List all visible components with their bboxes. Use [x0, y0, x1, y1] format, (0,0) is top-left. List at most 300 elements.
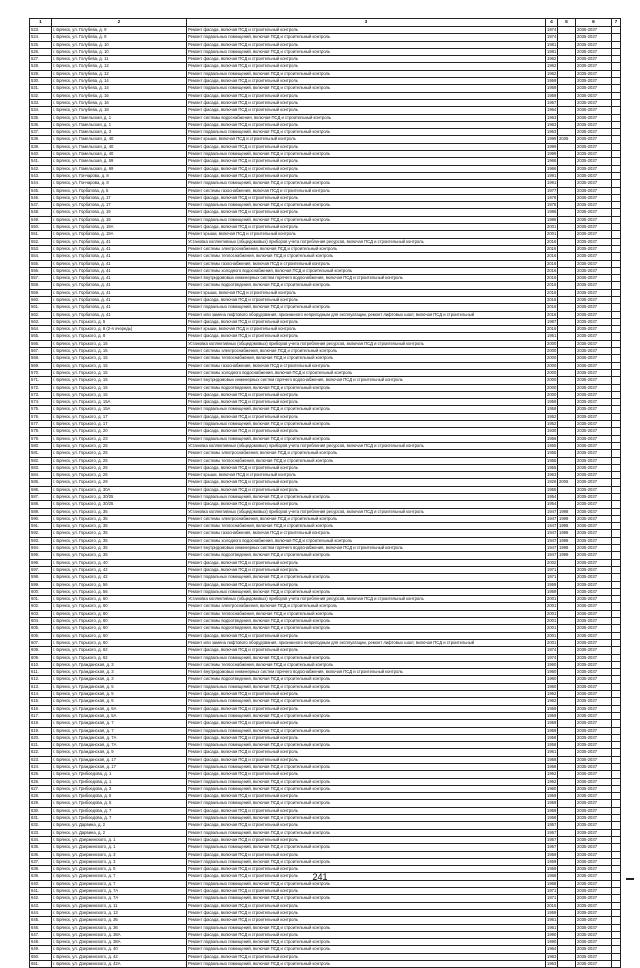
- period-cell: 2035-2037: [576, 530, 612, 537]
- extra-cell: [612, 647, 621, 654]
- period-cell: 2035-2037: [576, 720, 612, 727]
- overhaul-year-cell: [558, 151, 576, 158]
- overhaul-year-cell: [558, 340, 576, 347]
- row-number-cell: 618.: [30, 720, 52, 727]
- address-cell: г. Брянск, ул. Горького, д. 20: [52, 428, 187, 435]
- overhaul-year-cell: [558, 41, 576, 48]
- row-number-cell: 550.: [30, 224, 52, 231]
- row-number-cell: 592.: [30, 530, 52, 537]
- table-row: [30, 442, 621, 449]
- row-number-cell: 578.: [30, 428, 52, 435]
- extra-cell: [612, 844, 621, 851]
- address-cell: г. Брянск, ул. Голубева, д. 14: [52, 78, 187, 85]
- extra-cell: [612, 275, 621, 282]
- row-number-cell: 556.: [30, 267, 52, 274]
- table-row: [30, 727, 621, 734]
- build-year-cell: 1959: [547, 712, 557, 718]
- extra-cell: [612, 296, 621, 303]
- build-year-cell: 2016: [547, 326, 557, 332]
- work-type-cell: Ремонт фасада, включая ПСД и строительный контроль: [187, 428, 546, 435]
- period-cell: 2035-2037: [576, 78, 612, 85]
- build-year-cell: 1986: [547, 216, 557, 222]
- build-year-cell: 1978: [547, 202, 557, 208]
- row-number-cell: 609.: [30, 654, 52, 661]
- extra-cell: [612, 836, 621, 843]
- build-year-cell: 2016: [547, 282, 557, 288]
- overhaul-year-cell: [558, 27, 576, 34]
- period-cell: 2035-2037: [576, 129, 612, 136]
- build-year-cell: 1961: [547, 749, 557, 755]
- address-cell: г. Брянск, ул. Гражданская, д. 7: [52, 727, 187, 734]
- work-type-cell: Ремонт системы водоотведения, включая ПСД и строительный контроль: [187, 552, 546, 559]
- extra-cell: [612, 238, 621, 245]
- overhaul-year-cell: [558, 603, 576, 610]
- table-row: [30, 151, 621, 158]
- table-row: [30, 494, 621, 501]
- address-cell: г. Брянск, ул. Дзержинского, д. 3: [52, 851, 187, 858]
- work-type-cell: Установка коллективных (общедомовых) приборов учета потребления ресурсов, включая ПСД и строительный контроль: [187, 508, 546, 515]
- work-type-cell: Ремонт подвальных помещений, включая ПСД и строительный контроль: [187, 800, 546, 807]
- address-cell: г. Брянск, ул. Горького, д. 23: [52, 435, 187, 442]
- build-year-cell: 1960: [547, 676, 557, 682]
- extra-cell: [612, 537, 621, 544]
- work-type-cell: Ремонт крыши, включая ПСД и строительный контроль: [187, 231, 546, 238]
- overhaul-year-cell: 1998: [558, 523, 576, 530]
- build-year-cell: 1954: [547, 494, 557, 499]
- row-number-cell: 585.: [30, 479, 52, 486]
- extra-cell: [612, 705, 621, 712]
- extra-cell: [612, 822, 621, 829]
- period-cell: 2035-2037: [576, 895, 612, 902]
- extra-cell: [612, 785, 621, 792]
- build-year-cell: 1977: [547, 187, 557, 193]
- overhaul-year-cell: 2006: [558, 479, 576, 486]
- row-number-cell: 621.: [30, 742, 52, 749]
- extra-cell: [612, 318, 621, 325]
- work-type-cell: Ремонт фасада, включая ПСД и строительный контроль: [187, 486, 546, 493]
- work-type-cell: Ремонт подвальных помещений, включая ПСД и строительный контроль: [187, 34, 546, 41]
- register-sheet: [29, 18, 620, 968]
- row-number-cell: 648.: [30, 939, 52, 946]
- table-row: [30, 296, 621, 303]
- overhaul-year-cell: [558, 216, 576, 223]
- period-cell: 2035-2037: [576, 858, 612, 865]
- extra-cell: [612, 501, 621, 508]
- table-row: [30, 143, 621, 150]
- row-number-cell: 562.: [30, 311, 52, 318]
- period-cell: 2035-2037: [576, 194, 612, 201]
- period-cell: 2035-2037: [576, 815, 612, 822]
- address-cell: г. Брянск, ул. Горького, д. 15: [52, 369, 187, 376]
- extra-cell: [612, 384, 621, 391]
- row-number-cell: 634.: [30, 836, 52, 843]
- period-cell: 2035-2037: [576, 698, 612, 705]
- row-number-cell: 532.: [30, 92, 52, 99]
- overhaul-year-cell: [558, 836, 576, 843]
- work-type-cell: Ремонт фасада, включая ПСД и строительный контроль: [187, 917, 546, 924]
- table-row: [30, 610, 621, 617]
- table-row: [30, 581, 621, 588]
- build-year-cell: 1959: [547, 588, 557, 594]
- table-row: [30, 515, 621, 522]
- period-cell: 2035-2037: [576, 479, 612, 486]
- table-row: [30, 559, 621, 566]
- address-cell: г. Брянск, ул. Горького, д. 25: [52, 464, 187, 471]
- extra-cell: [612, 48, 621, 55]
- work-type-cell: Ремонт системы электроснабжения, включая ПСД и строительный контроль: [187, 245, 546, 252]
- extra-cell: [612, 603, 621, 610]
- build-year-cell: 1955: [547, 486, 557, 492]
- row-number-cell: 534.: [30, 107, 52, 114]
- build-year-cell: 1991: [547, 180, 557, 186]
- work-type-cell: Ремонт системы холодного водоснабжения, включая ПСД и строительный контроль: [187, 537, 546, 544]
- work-type-cell: Ремонт фасада, включая ПСД и строительный контроль: [187, 909, 546, 916]
- build-year-cell: 1952: [547, 413, 557, 419]
- period-cell: 2035-2037: [576, 523, 612, 530]
- work-type-cell: Ремонт фасада, включая ПСД и строительный контроль: [187, 647, 546, 654]
- work-type-cell: Ремонт подвальных помещений, включая ПСД и строительный контроль: [187, 494, 546, 501]
- address-cell: г. Брянск, ул. Горького, д. 25: [52, 442, 187, 449]
- address-cell: г. Брянск, ул. Дзержинского, д. 1: [52, 836, 187, 843]
- address-cell: г. Брянск, ул. Горького, д. 5: [52, 318, 187, 325]
- period-cell: 2035-2037: [576, 727, 612, 734]
- build-year-cell: 1930: [547, 428, 557, 434]
- table-row: [30, 282, 621, 289]
- address-cell: г. Брянск, ул. Гражданская, д. 5: [52, 683, 187, 690]
- address-cell: г. Брянск, ул. Горького, д. 25: [52, 457, 187, 464]
- work-type-cell: Ремонт системы теплоснабжения, включая ПСД и строительный контроль: [187, 661, 546, 668]
- build-year-cell: 1959: [547, 78, 557, 84]
- overhaul-year-cell: [558, 282, 576, 289]
- row-number-cell: 620.: [30, 734, 52, 741]
- address-cell: г. Брянск, ул. Горького, д. 35: [52, 545, 187, 552]
- overhaul-year-cell: [558, 114, 576, 121]
- build-year-cell: 1926: [547, 479, 557, 485]
- extra-cell: [612, 435, 621, 442]
- overhaul-year-cell: [558, 304, 576, 311]
- address-cell: г. Брянск, ул. Горького, д. 35: [52, 537, 187, 544]
- period-cell: 2035-2037: [576, 866, 612, 873]
- extra-cell: [612, 566, 621, 573]
- table-row: [30, 435, 621, 442]
- address-cell: г. Брянск, ул. Горбатова, д. 41: [52, 267, 187, 274]
- extra-cell: [612, 450, 621, 457]
- table-row: [30, 457, 621, 464]
- row-number-cell: 547.: [30, 202, 52, 209]
- work-type-cell: Ремонт системы водоотведения, включая ПСД и строительный контроль: [187, 618, 546, 625]
- table-row: [30, 34, 621, 41]
- overhaul-year-cell: [558, 311, 576, 318]
- row-number-cell: 647.: [30, 931, 52, 938]
- overhaul-year-cell: [558, 610, 576, 617]
- overhaul-year-cell: [558, 92, 576, 99]
- work-type-cell: Ремонт подвальных помещений, включая ПСД и строительный контроль: [187, 48, 546, 55]
- overhaul-year-cell: [558, 296, 576, 303]
- build-year-cell: 1961: [547, 917, 557, 923]
- build-year-cell: 1987: [547, 318, 557, 324]
- work-type-cell: Ремонт фасада, включая ПСД и строительный контроль: [187, 27, 546, 34]
- build-year-cell: 2001: [547, 632, 557, 638]
- period-cell: 2035-2037: [576, 771, 612, 778]
- build-year-cell: 2000: [547, 355, 557, 361]
- work-type-cell: Ремонт подвальных помещений, включая ПСД и строительный контроль: [187, 946, 546, 953]
- build-year-cell: 2000: [547, 377, 557, 383]
- row-number-cell: 629.: [30, 800, 52, 807]
- work-type-cell: Ремонт системы теплоснабжения, включая ПСД и строительный контроль: [187, 457, 546, 464]
- address-cell: г. Брянск, ул. Дзержинского, д. 36: [52, 924, 187, 931]
- address-cell: г. Брянск, ул. Горького, д. 15: [52, 355, 187, 362]
- work-type-cell: Ремонт подвальных помещений, включая ПСД и строительный контроль: [187, 727, 546, 734]
- address-cell: г. Брянск, ул. Горького, д. 60: [52, 632, 187, 639]
- overhaul-year-cell: [558, 588, 576, 595]
- extra-cell: [612, 545, 621, 552]
- row-number-cell: 632.: [30, 822, 52, 829]
- address-cell: г. Брянск, ул. Горького, д. 15: [52, 348, 187, 355]
- extra-cell: [612, 756, 621, 763]
- table-row: [30, 822, 621, 829]
- work-type-cell: Установка коллективных (общедомовых) приборов учета потребления ресурсов, включая ПСД и строительный контроль: [187, 238, 546, 245]
- work-type-cell: Ремонт подвальных помещений, включая ПСД и строительный контроль: [187, 202, 546, 209]
- row-number-cell: 529.: [30, 70, 52, 77]
- row-number-cell: 591.: [30, 523, 52, 530]
- period-cell: 2035-2037: [576, 267, 612, 274]
- table-row: [30, 793, 621, 800]
- table-row: [30, 27, 621, 34]
- address-cell: г. Брянск, ул. Горького, д. 60: [52, 603, 187, 610]
- table-row: [30, 530, 621, 537]
- period-cell: 2035-2037: [576, 421, 612, 428]
- build-year-cell: 1963: [547, 472, 557, 478]
- period-cell: 2035-2037: [576, 654, 612, 661]
- table-row: [30, 683, 621, 690]
- table-row: [30, 807, 621, 814]
- overhaul-year-cell: [558, 632, 576, 639]
- period-cell: 2035-2037: [576, 151, 612, 158]
- address-cell: г. Брянск, ул. Гомельская, д. 40: [52, 151, 187, 158]
- extra-cell: [612, 70, 621, 77]
- table-row: [30, 836, 621, 843]
- overhaul-year-cell: [558, 793, 576, 800]
- build-year-cell: 1955: [547, 457, 557, 463]
- overhaul-year-cell: [558, 224, 576, 231]
- address-cell: г. Брянск, ул. Горбатова, д. 5: [52, 187, 187, 194]
- page-number: 241: [312, 872, 328, 882]
- extra-cell: [612, 486, 621, 493]
- address-cell: г. Брянск, ул. Горького, д. 62: [52, 647, 187, 654]
- period-cell: 2035-2037: [576, 377, 612, 384]
- address-cell: г. Брянск, ул. Дзержинского, д. 38А: [52, 939, 187, 946]
- address-cell: г. Брянск, ул. Гражданская, д. 17: [52, 756, 187, 763]
- extra-cell: [612, 559, 621, 566]
- address-cell: г. Брянск, ул. Грибоедова, д. 1: [52, 778, 187, 785]
- period-cell: 2035-2037: [576, 34, 612, 41]
- overhaul-year-cell: [558, 778, 576, 785]
- address-cell: г. Брянск, ул. Горького, д. 17: [52, 413, 187, 420]
- overhaul-year-cell: [558, 596, 576, 603]
- table-row: [30, 172, 621, 179]
- row-number-cell: 571.: [30, 377, 52, 384]
- overhaul-year-cell: [558, 618, 576, 625]
- address-cell: г. Брянск, ул. Горького, д. 30А: [52, 486, 187, 493]
- table-row: [30, 41, 621, 48]
- row-number-cell: 551.: [30, 231, 52, 238]
- overhaul-year-cell: [558, 815, 576, 822]
- table-row: [30, 961, 621, 968]
- overhaul-year-cell: [558, 48, 576, 55]
- address-cell: г. Брянск, ул. Голубева, д. 16: [52, 99, 187, 106]
- overhaul-year-cell: [558, 625, 576, 632]
- address-cell: г. Брянск, ул. Горького, д. 42: [52, 574, 187, 581]
- row-number-cell: 650.: [30, 953, 52, 960]
- address-cell: г. Брянск, ул. Грибоедова, д. 5: [52, 793, 187, 800]
- table-row: [30, 399, 621, 406]
- build-year-cell: 1959: [547, 705, 557, 711]
- address-cell: г. Брянск, ул. Горького, д. 15: [52, 384, 187, 391]
- address-cell: г. Брянск, ул. Дзержинского, д. 36: [52, 917, 187, 924]
- period-cell: 2035-2037: [576, 632, 612, 639]
- address-cell: г. Брянск, ул. Горького, д. 60: [52, 596, 187, 603]
- address-cell: г. Брянск, ул. Горького, д. 30/25: [52, 501, 187, 508]
- overhaul-year-cell: [558, 194, 576, 201]
- work-type-cell: Ремонт системы газоснабжения, включая ПСД и строительный контроль: [187, 260, 546, 267]
- build-year-cell: 2001: [547, 625, 557, 631]
- build-year-cell: 1947: [547, 552, 557, 558]
- period-cell: 2035-2037: [576, 647, 612, 654]
- work-type-cell: Ремонт системы теплоснабжения, включая ПСД и строительный контроль: [187, 523, 546, 530]
- address-cell: г. Брянск, ул. Горького, д. 15: [52, 377, 187, 384]
- row-number-cell: 644.: [30, 909, 52, 916]
- work-type-cell: Ремонт фасада, включая ПСД и строительный контроль: [187, 209, 546, 216]
- period-cell: 2035-2037: [576, 450, 612, 457]
- extra-cell: [612, 472, 621, 479]
- build-year-cell: 2001: [547, 639, 557, 645]
- build-year-cell: 1966: [547, 165, 557, 171]
- overhaul-year-cell: [558, 851, 576, 858]
- table-row: [30, 749, 621, 756]
- period-cell: 2035-2037: [576, 275, 612, 282]
- extra-cell: [612, 596, 621, 603]
- work-type-cell: Ремонт подвальных помещений, включая ПСД и строительный контроль: [187, 216, 546, 223]
- address-cell: г. Брянск, ул. Дзержинского, д. 5: [52, 866, 187, 873]
- overhaul-year-cell: [558, 822, 576, 829]
- overhaul-year-cell: [558, 734, 576, 741]
- period-cell: 2035-2037: [576, 92, 612, 99]
- row-number-cell: 581.: [30, 450, 52, 457]
- build-year-cell: 2016: [547, 238, 557, 244]
- period-cell: 2035-2037: [576, 924, 612, 931]
- build-year-cell: 1971: [547, 888, 557, 894]
- column-header: 7: [612, 19, 621, 27]
- work-type-cell: Ремонт фасада, включая ПСД и строительный контроль: [187, 143, 546, 150]
- table-row: [30, 202, 621, 209]
- period-cell: 2035-2037: [576, 158, 612, 165]
- overhaul-year-cell: [558, 464, 576, 471]
- table-row: [30, 669, 621, 676]
- build-year-cell: 1957: [547, 836, 557, 842]
- overhaul-year-cell: [558, 581, 576, 588]
- extra-cell: [612, 63, 621, 70]
- build-year-cell: 2001: [547, 224, 557, 230]
- address-cell: г. Брянск, ул. Дзержинского, д. 7А: [52, 888, 187, 895]
- build-year-cell: 1962: [547, 778, 557, 784]
- period-cell: 2035-2037: [576, 705, 612, 712]
- build-year-cell: 1981: [547, 41, 557, 47]
- address-cell: г. Брянск, ул. Горького, д. 60: [52, 618, 187, 625]
- period-cell: 2035-2037: [576, 121, 612, 128]
- extra-cell: [612, 267, 621, 274]
- period-cell: 2035-2037: [576, 304, 612, 311]
- table-row: [30, 63, 621, 70]
- work-type-cell: Ремонт фасада, включая ПСД и строительный контроль: [187, 902, 546, 909]
- extra-cell: [612, 282, 621, 289]
- overhaul-year-cell: [558, 858, 576, 865]
- work-type-cell: Ремонт подвальных помещений, включая ПСД и строительный контроль: [187, 880, 546, 887]
- period-cell: 2035-2037: [576, 734, 612, 741]
- overhaul-year-cell: [558, 78, 576, 85]
- extra-cell: [612, 946, 621, 953]
- period-cell: 2035-2037: [576, 70, 612, 77]
- build-year-cell: 2001: [547, 596, 557, 602]
- row-number-cell: 624.: [30, 763, 52, 770]
- work-type-cell: Ремонт фасада, включая ПСД и строительный контроль: [187, 793, 546, 800]
- extra-cell: [612, 369, 621, 376]
- extra-cell: [612, 712, 621, 719]
- period-cell: 2035-2037: [576, 442, 612, 449]
- extra-cell: [612, 625, 621, 632]
- address-cell: г. Брянск, ул. Горбатова, д. 17: [52, 202, 187, 209]
- build-year-cell: 1954: [547, 501, 557, 507]
- work-type-cell: Ремонт системы водоотведения, включая ПСД и строительный контроль: [187, 384, 546, 391]
- row-number-cell: 607.: [30, 639, 52, 646]
- overhaul-year-cell: [558, 727, 576, 734]
- build-year-cell: 1974: [547, 34, 557, 40]
- extra-cell: [612, 442, 621, 449]
- period-cell: 2035-2037: [576, 311, 612, 318]
- table-row: [30, 661, 621, 668]
- build-year-cell: 2016: [547, 311, 557, 317]
- row-number-cell: 577.: [30, 421, 52, 428]
- extra-cell: [612, 355, 621, 362]
- address-cell: г. Брянск, ул. Гражданская, д. 17: [52, 763, 187, 770]
- row-number-cell: 594.: [30, 545, 52, 552]
- period-cell: 2035-2037: [576, 486, 612, 493]
- work-type-cell: Ремонт фасада, включая ПСД и строительный контроль: [187, 158, 546, 165]
- address-cell: г. Брянск, ул. Гомельская, д. 1: [52, 114, 187, 121]
- build-year-cell: 1963: [547, 129, 557, 135]
- overhaul-year-cell: 1998: [558, 545, 576, 552]
- period-cell: 2035-2037: [576, 369, 612, 376]
- period-cell: 2035-2037: [576, 939, 612, 946]
- table-row: [30, 851, 621, 858]
- period-cell: 2035-2037: [576, 742, 612, 749]
- extra-cell: [612, 428, 621, 435]
- address-cell: г. Брянск, ул. Горького, д. 56: [52, 588, 187, 595]
- row-number-cell: 593.: [30, 537, 52, 544]
- overhaul-year-cell: [558, 231, 576, 238]
- build-year-cell: 1959: [547, 720, 557, 726]
- work-type-cell: Ремонт подвальных помещений, включая ПСД и строительный контроль: [187, 815, 546, 822]
- row-number-cell: 608.: [30, 647, 52, 654]
- table-row: [30, 953, 621, 960]
- period-cell: 2035-2037: [576, 902, 612, 909]
- overhaul-year-cell: [558, 70, 576, 77]
- row-number-cell: 568.: [30, 355, 52, 362]
- work-type-cell: Ремонт фасада, включая ПСД и строительный контроль: [187, 479, 546, 486]
- address-cell: г. Брянск, ул. Гомельская, д. 3: [52, 129, 187, 136]
- work-type-cell: Ремонт системы холодного водоснабжения, включая ПСД и строительный контроль: [187, 369, 546, 376]
- overhaul-year-cell: [558, 574, 576, 581]
- table-row: [30, 238, 621, 245]
